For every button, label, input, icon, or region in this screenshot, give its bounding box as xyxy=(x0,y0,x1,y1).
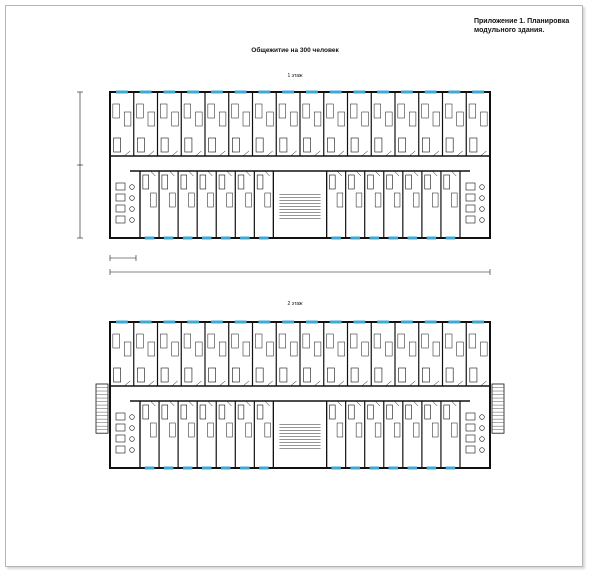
window xyxy=(164,237,174,240)
window xyxy=(259,237,269,240)
window xyxy=(353,321,365,324)
floor-1-plan xyxy=(110,91,490,240)
bed xyxy=(469,334,476,348)
toilet-stall xyxy=(116,194,125,201)
bed xyxy=(327,104,334,118)
bed xyxy=(374,334,381,348)
bed xyxy=(227,193,233,207)
bed xyxy=(170,193,176,207)
bed xyxy=(124,342,131,356)
wet-cell xyxy=(349,405,355,419)
window xyxy=(350,467,360,470)
wet-cell xyxy=(161,368,168,382)
window xyxy=(235,91,247,94)
bed xyxy=(113,334,120,348)
wet-cell xyxy=(444,175,450,189)
wet-cell xyxy=(327,138,334,152)
toilet-stall xyxy=(466,424,475,431)
bed xyxy=(227,423,233,437)
window xyxy=(145,237,155,240)
wet-cell xyxy=(209,368,216,382)
window xyxy=(211,91,223,94)
window xyxy=(187,321,199,324)
wet-cell xyxy=(256,138,263,152)
floor-2-plan xyxy=(96,321,504,470)
window xyxy=(330,91,342,94)
bed xyxy=(267,112,274,126)
bed xyxy=(314,112,321,126)
wet-cell xyxy=(256,368,263,382)
bed xyxy=(375,193,381,207)
window xyxy=(389,467,399,470)
toilet-stall xyxy=(116,216,125,223)
wet-cell xyxy=(162,405,168,419)
bed xyxy=(386,112,393,126)
wet-cell xyxy=(399,368,406,382)
bed xyxy=(160,334,167,348)
floor-2-label: 2 этаж xyxy=(287,301,303,307)
wet-cell xyxy=(329,405,335,419)
wet-cell xyxy=(200,405,206,419)
window xyxy=(408,237,418,240)
bed xyxy=(375,423,381,437)
bed xyxy=(208,423,214,437)
bed xyxy=(409,112,416,126)
bed xyxy=(327,334,334,348)
window xyxy=(140,321,152,324)
washbasin xyxy=(130,448,135,453)
wet-cell xyxy=(238,175,244,189)
toilet-stall xyxy=(466,183,475,190)
window xyxy=(116,91,128,94)
washbasin xyxy=(480,196,485,201)
wet-cell xyxy=(399,138,406,152)
washbasin xyxy=(480,415,485,420)
bed xyxy=(150,423,156,437)
bed xyxy=(196,112,203,126)
dimension-lines xyxy=(77,92,490,275)
window xyxy=(446,237,456,240)
washbasin xyxy=(130,426,135,431)
bed xyxy=(394,193,400,207)
bed xyxy=(338,342,345,356)
wet-cell xyxy=(351,368,358,382)
drawing-title: Общежитие на 300 человек xyxy=(251,47,339,54)
bed xyxy=(413,193,419,207)
window xyxy=(472,91,484,94)
bed xyxy=(148,112,155,126)
wet-cell xyxy=(219,175,225,189)
washbasin xyxy=(480,437,485,442)
toilet-stall xyxy=(116,446,125,453)
bed xyxy=(409,342,416,356)
toilet-stall xyxy=(466,194,475,201)
wet-cell xyxy=(406,405,412,419)
bed xyxy=(433,342,440,356)
bed xyxy=(137,334,144,348)
floor-1-label: 1 этаж xyxy=(287,73,303,79)
window xyxy=(202,237,212,240)
window xyxy=(350,237,360,240)
bed xyxy=(337,423,343,437)
toilet-stall xyxy=(116,183,125,190)
bed xyxy=(255,104,262,118)
wet-cell xyxy=(329,175,335,189)
wet-cell xyxy=(181,405,187,419)
wet-cell xyxy=(143,175,149,189)
bed xyxy=(232,104,239,118)
bed xyxy=(457,112,464,126)
bed xyxy=(350,104,357,118)
bed xyxy=(196,342,203,356)
window xyxy=(116,321,128,324)
bed xyxy=(445,104,452,118)
bed xyxy=(413,423,419,437)
bed xyxy=(124,112,131,126)
toilet-stall xyxy=(466,216,475,223)
bed xyxy=(303,334,310,348)
window xyxy=(330,321,342,324)
toilet-stall xyxy=(116,413,125,420)
bed xyxy=(232,334,239,348)
wet-cell xyxy=(375,368,382,382)
bed xyxy=(362,342,369,356)
window xyxy=(235,321,247,324)
window xyxy=(306,91,318,94)
bed xyxy=(189,423,195,437)
window xyxy=(140,91,152,94)
wet-cell xyxy=(446,138,453,152)
bed xyxy=(172,342,179,356)
window xyxy=(221,467,231,470)
wet-cell xyxy=(425,405,431,419)
window xyxy=(259,467,269,470)
window xyxy=(331,237,341,240)
wet-cell xyxy=(304,138,311,152)
washbasin xyxy=(480,448,485,453)
bed xyxy=(303,104,310,118)
bed xyxy=(148,342,155,356)
window xyxy=(472,321,484,324)
bed xyxy=(362,112,369,126)
wet-cell xyxy=(349,175,355,189)
bed xyxy=(481,342,488,356)
window xyxy=(427,237,437,240)
bed xyxy=(386,342,393,356)
window xyxy=(282,321,294,324)
window xyxy=(425,321,437,324)
wet-cell xyxy=(257,175,263,189)
wet-cell xyxy=(137,138,144,152)
bed xyxy=(243,112,250,126)
wet-cell xyxy=(327,368,334,382)
bed xyxy=(398,334,405,348)
window xyxy=(353,91,365,94)
wet-cell xyxy=(232,138,239,152)
wet-cell xyxy=(422,138,429,152)
washbasin xyxy=(130,415,135,420)
bed xyxy=(338,112,345,126)
window xyxy=(448,321,460,324)
bed xyxy=(150,193,156,207)
bed xyxy=(113,104,120,118)
window xyxy=(389,237,399,240)
window xyxy=(202,467,212,470)
window xyxy=(187,91,199,94)
appendix-line-1: Приложение 1. Планировка xyxy=(474,18,570,25)
wet-cell xyxy=(143,405,149,419)
bed xyxy=(451,193,457,207)
window xyxy=(145,467,155,470)
wet-cell xyxy=(161,138,168,152)
wet-cell xyxy=(200,175,206,189)
washbasin xyxy=(130,437,135,442)
bed xyxy=(356,193,362,207)
toilet-stall xyxy=(116,205,125,212)
bed xyxy=(208,104,215,118)
wet-cell xyxy=(406,175,412,189)
wet-cell xyxy=(368,405,374,419)
bed xyxy=(374,104,381,118)
bed xyxy=(337,193,343,207)
bed xyxy=(243,342,250,356)
bed xyxy=(189,193,195,207)
bed xyxy=(481,112,488,126)
bed xyxy=(451,423,457,437)
wet-cell xyxy=(387,405,393,419)
toilet-stall xyxy=(116,435,125,442)
appendix-line-2: модульного здания. xyxy=(474,27,545,34)
window xyxy=(211,321,223,324)
wet-cell xyxy=(238,405,244,419)
toilet-stall xyxy=(116,424,125,431)
bed xyxy=(291,342,298,356)
bed xyxy=(350,334,357,348)
bed xyxy=(394,423,400,437)
window xyxy=(446,467,456,470)
window xyxy=(448,91,460,94)
washbasin xyxy=(130,218,135,223)
wet-cell xyxy=(114,368,121,382)
bed xyxy=(208,193,214,207)
wet-cell xyxy=(470,368,477,382)
wet-cell xyxy=(114,138,121,152)
washbasin xyxy=(480,426,485,431)
window xyxy=(401,321,413,324)
toilet-stall xyxy=(466,446,475,453)
bed xyxy=(445,334,452,348)
wet-cell xyxy=(280,138,287,152)
washbasin xyxy=(130,196,135,201)
window xyxy=(221,237,231,240)
wet-cell xyxy=(209,138,216,152)
wet-cell xyxy=(185,138,192,152)
bed xyxy=(265,193,271,207)
wet-cell xyxy=(368,175,374,189)
wet-cell xyxy=(162,175,168,189)
window xyxy=(377,321,389,324)
wet-cell xyxy=(375,138,382,152)
bed xyxy=(422,334,429,348)
toilet-stall xyxy=(466,205,475,212)
bed xyxy=(208,334,215,348)
window xyxy=(163,91,175,94)
bed xyxy=(433,112,440,126)
bed xyxy=(422,104,429,118)
wet-cell xyxy=(422,368,429,382)
window xyxy=(369,237,379,240)
window xyxy=(377,91,389,94)
wet-cell xyxy=(304,368,311,382)
wet-cell xyxy=(232,368,239,382)
window xyxy=(183,467,193,470)
window xyxy=(331,467,341,470)
bed xyxy=(172,112,179,126)
bed xyxy=(255,334,262,348)
washbasin xyxy=(480,218,485,223)
bed xyxy=(356,423,362,437)
washbasin xyxy=(130,185,135,190)
wet-cell xyxy=(446,368,453,382)
window xyxy=(164,467,174,470)
bed xyxy=(246,193,252,207)
wet-cell xyxy=(185,368,192,382)
bed xyxy=(170,423,176,437)
bed xyxy=(398,104,405,118)
wet-cell xyxy=(470,138,477,152)
bed xyxy=(246,423,252,437)
window xyxy=(163,321,175,324)
bed xyxy=(267,342,274,356)
bed xyxy=(291,112,298,126)
wet-cell xyxy=(280,368,287,382)
window xyxy=(306,321,318,324)
wet-cell xyxy=(444,405,450,419)
window xyxy=(240,237,250,240)
window xyxy=(183,237,193,240)
bed xyxy=(279,104,286,118)
window xyxy=(258,91,270,94)
wet-cell xyxy=(181,175,187,189)
bed xyxy=(432,423,438,437)
bed xyxy=(184,104,191,118)
bed xyxy=(137,104,144,118)
bed xyxy=(432,193,438,207)
washbasin xyxy=(480,185,485,190)
bed xyxy=(184,334,191,348)
wet-cell xyxy=(219,405,225,419)
bed xyxy=(314,342,321,356)
washbasin xyxy=(130,207,135,212)
bed xyxy=(469,104,476,118)
washbasin xyxy=(480,207,485,212)
toilet-stall xyxy=(466,413,475,420)
toilet-stall xyxy=(466,435,475,442)
wet-cell xyxy=(257,405,263,419)
wet-cell xyxy=(137,368,144,382)
bed xyxy=(219,342,226,356)
window xyxy=(401,91,413,94)
window xyxy=(240,467,250,470)
bed xyxy=(279,334,286,348)
window xyxy=(258,321,270,324)
bed xyxy=(457,342,464,356)
window xyxy=(282,91,294,94)
bed xyxy=(219,112,226,126)
bed xyxy=(160,104,167,118)
wet-cell xyxy=(387,175,393,189)
bed xyxy=(265,423,271,437)
window xyxy=(427,467,437,470)
wet-cell xyxy=(425,175,431,189)
window xyxy=(408,467,418,470)
wet-cell xyxy=(351,138,358,152)
window xyxy=(425,91,437,94)
window xyxy=(369,467,379,470)
